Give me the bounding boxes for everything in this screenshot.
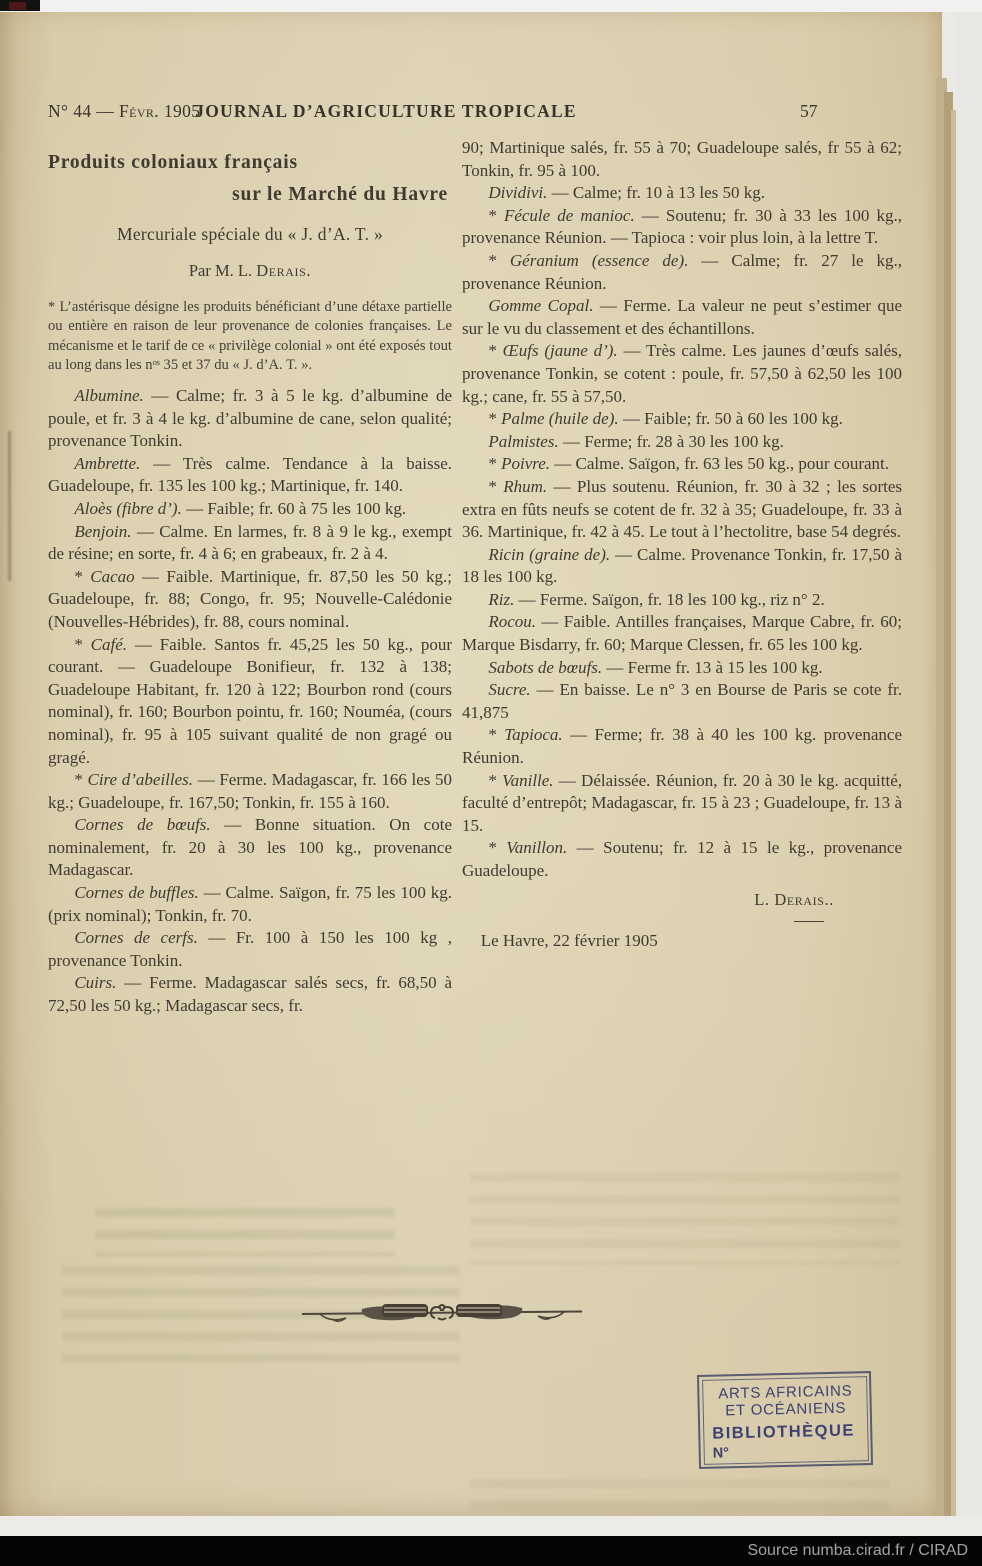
article-columns (48, 137, 902, 1018)
entry-product-name: Dividivi. (488, 183, 548, 203)
entry-product-name: Café. (90, 634, 128, 654)
entry-quote-text: — Délaissée. Réunion, fr. 20 à 30 le kg. acquitté, faculté d’entrepôt; Madagascar, fr. 15 à 23 ; Guadeloupe, fr. 13 à 15. (462, 770, 903, 835)
entry-quote-text: — Calme. En larmes, fr. 8 à 9 le kg., exempt de résine; en sorte, fr. 4 à 6; en grabeaux, fr. 2 à 4. (48, 521, 452, 564)
market-entry (462, 770, 902, 838)
market-entry (462, 453, 902, 476)
byline-author: Derais. (256, 260, 312, 280)
article-title-line1: Produits coloniaux français (48, 152, 298, 173)
entry-product-name: Sucre. (488, 680, 531, 700)
market-entry (462, 408, 902, 431)
market-entry (48, 769, 452, 814)
issue-number: N° 44 — Févr. 1905 (48, 101, 201, 121)
entry-product-name: Œufs (jaune d’). (502, 341, 618, 361)
entry-detax-asterisk: * (488, 341, 503, 361)
entry-detax-asterisk: * (488, 838, 507, 858)
article-subtitle: Mercuriale spéciale du « J. d’A. T. » (116, 224, 384, 244)
entry-detax-asterisk: * (488, 770, 503, 790)
byline-prefix: Par M. L. (188, 260, 257, 280)
library-stamp-text (699, 1373, 871, 1462)
market-entry (462, 837, 902, 882)
entry-detax-asterisk: * (488, 476, 504, 496)
market-entry (462, 611, 902, 656)
dateline: Le Havre, 22 février 1905 (480, 931, 658, 951)
entry-quote-text: — Calme. Saïgon, fr. 63 les 50 kg., pour courant. (550, 454, 890, 474)
entry-product-name: Cire d’abeilles. (87, 770, 194, 790)
author-signature: L. Derais.. (754, 889, 834, 909)
entry-quote-text: — Soutenu; fr. 30 à 33 les 100 kg., provenance Réunion. — Tapioca : voir plus loin, à la lettre T. (462, 205, 902, 248)
entry-product-name: Cornes de cerfs. (74, 928, 198, 948)
entry-quote-text: — Faible. Martinique, fr. 87,50 les 50 kg.; Guadeloupe, fr. 88; Congo, fr. 95; Nouvelle-Calédonie (Nouvelles-Hébrides), fr. 88, cours nominal. (48, 566, 452, 631)
market-entry (48, 634, 452, 770)
entry-quote-text: — Faible; fr. 50 à 60 les 100 kg. (618, 409, 843, 429)
entry-quote-text: — Ferme fr. 13 à 15 les 100 kg. (602, 657, 823, 677)
entry-product-name: Palmistes. (488, 431, 559, 451)
paper-page (0, 11, 942, 1518)
market-entry (462, 340, 902, 408)
market-entry (462, 544, 902, 589)
entry-quote-text: — Ferme; fr. 28 à 30 les 100 kg. (558, 431, 784, 451)
scan-scratch-mark (8, 431, 11, 581)
stamp-line-1: ARTS AFRICAINS (718, 1382, 853, 1403)
market-entry (48, 814, 452, 882)
market-entry (48, 972, 452, 1017)
entry-product-name: Sabots de bœufs. (488, 657, 603, 677)
market-entry (48, 498, 452, 521)
page-number: 57 (800, 101, 818, 121)
entry-product-name: Cornes de buffles. (74, 883, 199, 903)
ink-bleedthrough (470, 1173, 900, 1265)
entry-product-name: Palme (huile de). (501, 409, 619, 429)
article-byline (48, 260, 452, 283)
entry-product-name: Ambrette. (74, 453, 141, 473)
market-entry (48, 882, 452, 927)
entry-quote-text: — Soutenu; fr. 12 à 15 le kg., provenance Guadeloupe. (462, 838, 902, 880)
right-column (462, 137, 902, 1018)
entry-quote-text: — Ferme. Madagascar, fr. 166 les 50 kg.; Guadeloupe, fr. 167,50; Tonkin, fr. 155 à 160. (48, 770, 453, 812)
entry-detax-asterisk: * (74, 770, 88, 790)
source-attribution-bar (0, 1536, 982, 1566)
entry-quote-text: — Faible; fr. 60 à 75 les 100 kg. (181, 498, 407, 518)
entry-product-name: Gomme Copal. (488, 296, 594, 316)
entry-product-name: Tapioca. (504, 725, 563, 745)
entry-quote-text: — Calme; fr. 3 à 5 le kg. d’albumine de poule, et fr. 3 à 4 le kg. d’albumine de cane, selon qualité; provenance Tonkin. (48, 386, 452, 451)
entry-detax-asterisk: * (488, 725, 505, 745)
entry-product-name: Aloès (fibre d’). (74, 498, 182, 518)
market-entry (48, 566, 452, 634)
entry-quote-text: — Calme; fr. 10 à 13 les 50 kg. (547, 183, 766, 203)
signature-dash (794, 921, 824, 922)
ink-bleedthrough (95, 1208, 395, 1256)
entry-quote-text: — Calme. Saïgon, fr. 75 les 100 kg. (prix nominal); Tonkin, fr. 70. (48, 883, 452, 925)
entry-quote-text: — Ferme. Saïgon, fr. 18 les 100 kg., riz n° 2. (514, 589, 825, 609)
scan-background-top (0, 0, 982, 12)
signature-block (462, 889, 902, 953)
left-entries (48, 385, 452, 1018)
market-entry (462, 250, 902, 295)
right-entries (462, 182, 902, 882)
market-entry (462, 476, 902, 544)
entry-product-name: Cuirs. (74, 973, 117, 993)
entry-product-name: Poivre. (501, 454, 551, 474)
entry-detax-asterisk: * (488, 250, 510, 270)
article-title-line2: sur le Marché du Havre (232, 184, 448, 205)
entry-product-name: Cornes de bœufs. (74, 815, 211, 835)
journal-title: JOURNAL D’AGRICULTURE TROPICALE (195, 101, 577, 121)
entry-product-name: Rocou. (488, 612, 537, 632)
market-entry (462, 724, 902, 769)
market-entry (462, 205, 902, 250)
entry-quote-text: — Calme. Provenance Tonkin, fr. 17,50 à 18 les 100 kg. (462, 544, 902, 587)
entry-quote-text: — Ferme. La valeur ne peut s’estimer que sur le vu du classement et des échantillons. (462, 296, 902, 338)
stamp-line-4: N° (712, 1445, 730, 1462)
column-continuation: 90; Martinique salés, fr. 55 à 70; Guadeloupe salés, fr 55 à 62; Tonkin, fr. 95 à 100. (462, 138, 902, 180)
entry-detax-asterisk: * (74, 566, 91, 586)
entry-product-name: Rhum. (503, 476, 548, 496)
stamp-line-2: ET OCÉANIENS (725, 1399, 847, 1420)
entry-quote-text: — Très calme. Les jaunes d’œufs salés, provenance Tonkin, se cotent : poule, fr. 57,50 à 62,50 les 100 kg.; cane, fr. 55 à 57,50. (462, 341, 903, 406)
entry-product-name: Albumine. (74, 386, 144, 405)
scan-background-bottom (0, 1516, 982, 1536)
entry-quote-text: — Bonne situation. On cote nominalement, fr. 20 à 30 les 100 kg., provenance Madagascar. (48, 815, 452, 880)
library-stamp (697, 1371, 873, 1469)
entry-product-name: Cacao (90, 566, 135, 586)
entry-quote-text: — Très calme. Tendance à la baisse. Guadeloupe, fr. 135 les 100 kg.; Martinique, fr. 140. (48, 453, 452, 496)
entry-product-name: Vanille. (502, 770, 554, 790)
entry-quote-text: — Plus soutenu. Réunion, fr. 30 à 32 ; les sortes extra en fûts neufs se cotent de fr. 32 à 35; Guadeloupe, fr. 33 à 36. Martinique, fr. 42 à 45. Le tout à l’hectolitre, base 54 degrés. (462, 476, 902, 542)
entry-product-name: Vanillon. (506, 838, 568, 858)
market-entry (48, 927, 452, 972)
entry-detax-asterisk: * (488, 409, 502, 429)
market-entry (48, 521, 452, 566)
printers-ornament-divider (298, 1295, 586, 1333)
asterisk-note: * L’astérisque désigne les produits bénéficiant d’une détaxe partielle ou entière en raison de leur provenance de colonies françaises. Le mécanisme et le tarif de ce « privilège colonial » ont été exposés tout au long dans les nᵒˢ 35 et 37 du « J. d’A. T. ». (48, 299, 452, 373)
entry-quote-text: — Ferme. Madagascar salés secs, fr. 68,50 à 72,50 les 50 kg.; Madagascar secs, fr. (48, 973, 452, 1016)
running-header (0, 101, 942, 127)
entry-quote-text: — Fr. 100 à 150 les 100 kg , provenance Tonkin. (48, 928, 452, 970)
source-attribution-text: Source numba.cirad.fr / CIRAD (747, 1542, 968, 1559)
market-entry (462, 295, 902, 340)
market-entry (462, 589, 902, 612)
market-entry (462, 679, 902, 724)
entry-product-name: Riz. (488, 589, 515, 609)
scan-corner-artifact (9, 2, 26, 10)
scan-background (956, 0, 982, 1566)
entry-product-name: Géranium (essence de). (509, 250, 689, 270)
entry-detax-asterisk: * (74, 634, 91, 654)
market-entry (462, 657, 902, 680)
market-entry (48, 385, 452, 453)
entry-detax-asterisk: * (488, 205, 504, 225)
entry-product-name: Fécule de manioc. (503, 205, 635, 225)
market-entry (462, 431, 902, 454)
entry-quote-text: — En baisse. Le n° 3 en Bourse de Paris se cote fr. 41,875 (462, 680, 902, 722)
entry-quote-text: — Ferme; fr. 38 à 40 les 100 kg. provenance Réunion. (462, 725, 903, 768)
entry-product-name: Benjoin. (74, 521, 132, 541)
entry-product-name: Ricin (graine de). (488, 544, 611, 564)
stamp-line-3: BIBLIOTHÈQUE (712, 1421, 856, 1443)
entry-detax-asterisk: * (488, 454, 502, 474)
entry-quote-text: — Faible. Santos fr. 45,25 les 50 kg., pour courant. — Guadeloupe Bonifieur, fr. 132 à 138; Guadeloupe Habitant, fr. 120 à 122; Bourbon rond (cours nominal), fr. 160; Bourbon pointu, fr. 160; Nouméa, (cours nominal), fr. 95 à 105 suivant qualité de non gragé ou gragé. (48, 634, 452, 767)
entry-quote-text: — Faible. Antilles françaises, Marque Cabre, fr. 60; Marque Bisdarry, fr. 60; Marque Clessen, fr. 65 les 100 kg. (462, 612, 902, 655)
left-column (48, 137, 452, 1018)
market-entry (48, 453, 452, 498)
market-entry (462, 182, 902, 205)
entry-quote-text: — Calme; fr. 27 le kg., provenance Réunion. (462, 250, 903, 293)
